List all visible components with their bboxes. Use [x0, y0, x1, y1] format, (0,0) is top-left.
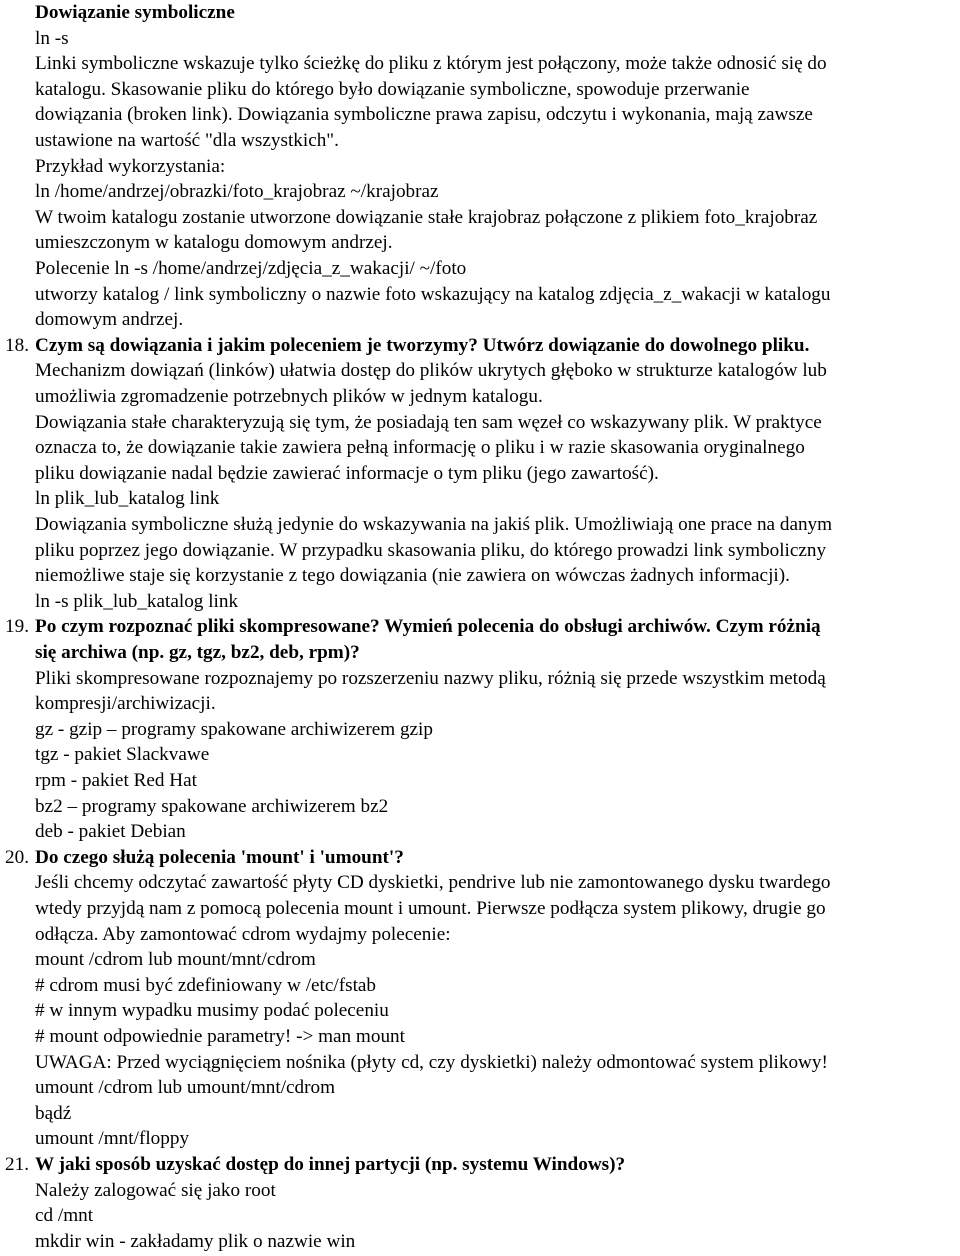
heading-line: Dowiązanie symboliczne	[35, 2, 235, 23]
text-line: umount /mnt/floppy	[35, 1128, 190, 1150]
heading-line: Do czego służą polecenia 'mount' i 'umount'?	[35, 846, 404, 868]
text-line: katalogu. Skasowanie pliku do którego było dowiązanie symboliczne, spowoduje przerwanie	[35, 78, 750, 100]
list-number: 18.	[5, 334, 29, 356]
text-line: deb - pakiet Debian	[35, 821, 186, 843]
text-line: ln plik_lub_katalog link	[35, 488, 220, 510]
text-line: cd /mnt	[35, 1205, 94, 1227]
text-line: Linki symboliczne wskazuje tylko ścieżkę do pliku z którym jest połączony, może także odnosić się do	[35, 53, 827, 75]
text-line: ln -s	[35, 27, 69, 49]
text-line: gz - gzip – programy spakowane archiwizerem gzip	[35, 718, 433, 740]
text-line: Dowiązania stałe charakteryzują się tym, że posiadają ten sam węzeł co wskazywany plik. W praktyce	[35, 411, 822, 433]
text-line: wtedy przyjdą nam z pomocą polecenia mount i umount. Pierwsze podłącza system plikowy, drugie go	[35, 898, 826, 919]
text-line: umieszczonym w katalogu domowym andrzej.	[35, 232, 393, 254]
text-line: Dowiązania symboliczne służą jedynie do wskazywania na jakiś plik. Umożliwiają one prace na danym	[35, 514, 833, 535]
list-number: 20.	[5, 846, 29, 868]
text-line: kompresji/archiwizacji.	[35, 693, 216, 715]
text-line: bądź	[35, 1102, 72, 1124]
list-number: 19.	[5, 616, 29, 638]
text-line: utworzy katalog / link symboliczny o nazwie foto wskazujący na katalog zdjęcia_z_wakacji w katalogu	[35, 283, 831, 305]
text-line: Należy zalogować się jako root	[35, 1179, 276, 1201]
text-line: tgz - pakiet Slackvawe	[35, 744, 210, 766]
text-line: Przykład wykorzystania:	[35, 155, 226, 177]
heading-line: W jaki sposób uzyskać dostęp do innej partycji (np. systemu Windows)?	[35, 1154, 626, 1175]
text-line: # w innym wypadku musimy podać poleceniu	[35, 1000, 389, 1022]
text-line: Polecenie ln -s /home/andrzej/zdjęcia_z_wakacji/ ~/foto	[35, 258, 467, 279]
text-line: ln -s plik_lub_katalog link	[35, 590, 239, 612]
text-line: dowiązania (broken link). Dowiązania symboliczne prawa zapisu, odczytu i wykonania, mają zawsze	[35, 104, 813, 126]
text-line: rpm - pakiet Red Hat	[35, 770, 197, 791]
text-line: pliku poprzez jego dowiązanie. W przypadku skasowania pliku, do którego prowadzi link symboliczny	[35, 539, 827, 561]
heading-line: Po czym rozpoznać pliki skompresowane? Wymień polecenia do obsługi archiwów. Czym różnią	[35, 616, 821, 638]
text-line: niemożliwe staje się korzystanie z tego dowiązania (nie zawiera on wówczas żadnych informacji).	[35, 565, 790, 587]
text-line: mount /cdrom lub mount/mnt/cdrom	[35, 949, 316, 971]
text-line: umount /cdrom lub umount/mnt/cdrom	[35, 1077, 336, 1099]
text-line: ustawione na wartość "dla wszystkich".	[35, 130, 339, 151]
heading-line: Czym są dowiązania i jakim poleceniem je tworzymy? Utwórz dowiązanie do dowolnego pliku.	[35, 334, 810, 356]
text-line: mkdir win - zakładamy plik o nazwie win	[35, 1230, 356, 1252]
text-line: oznacza to, że dowiązanie takie zawiera pełną informację o pliku i w razie skasowania oryginalnego	[35, 437, 805, 459]
text-line: W twoim katalogu zostanie utworzone dowiązanie stałe krajobraz połączone z plikiem foto_krajobraz	[35, 206, 818, 228]
text-line: Pliki skompresowane rozpoznajemy po rozszerzeniu nazwy pliku, różnią się przede wszystkim metodą	[35, 667, 826, 689]
text-line: Jeśli chcemy odczytać zawartość płyty CD dyskietki, pendrive lub nie zamontowanego dysku twardego	[35, 872, 831, 894]
text-line: UWAGA: Przed wyciągnięciem nośnika (płyty cd, czy dyskietki) należy odmontować system plikowy!	[35, 1051, 828, 1073]
text-line: # cdrom musi być zdefiniowany w /etc/fstab	[35, 974, 377, 996]
heading-line: się archiwa (np. gz, tgz, bz2, deb, rpm)?	[35, 642, 360, 663]
text-line: bz2 – programy spakowane archiwizerem bz2	[35, 795, 389, 817]
text-line: ln /home/andrzej/obrazki/foto_krajobraz ~/krajobraz	[35, 181, 439, 203]
text-line: Mechanizm dowiązań (linków) ułatwia dostęp do plików ukrytych głęboko w strukturze katalogów lub	[35, 360, 827, 382]
text-line: pliku dowiązanie nadal będzie zawierać informacje o tym pliku (jego zawartość).	[35, 462, 659, 484]
text-line: odłącza. Aby zamontować cdrom wydajmy polecenie:	[35, 923, 451, 945]
text-line: # mount odpowiednie parametry! -> man mount	[35, 1026, 405, 1047]
text-line: domowym andrzej.	[35, 309, 184, 331]
list-number: 21.	[5, 1154, 29, 1175]
text-line: umożliwia zgromadzenie potrzebnych plików w jednym katalogu.	[35, 386, 543, 407]
